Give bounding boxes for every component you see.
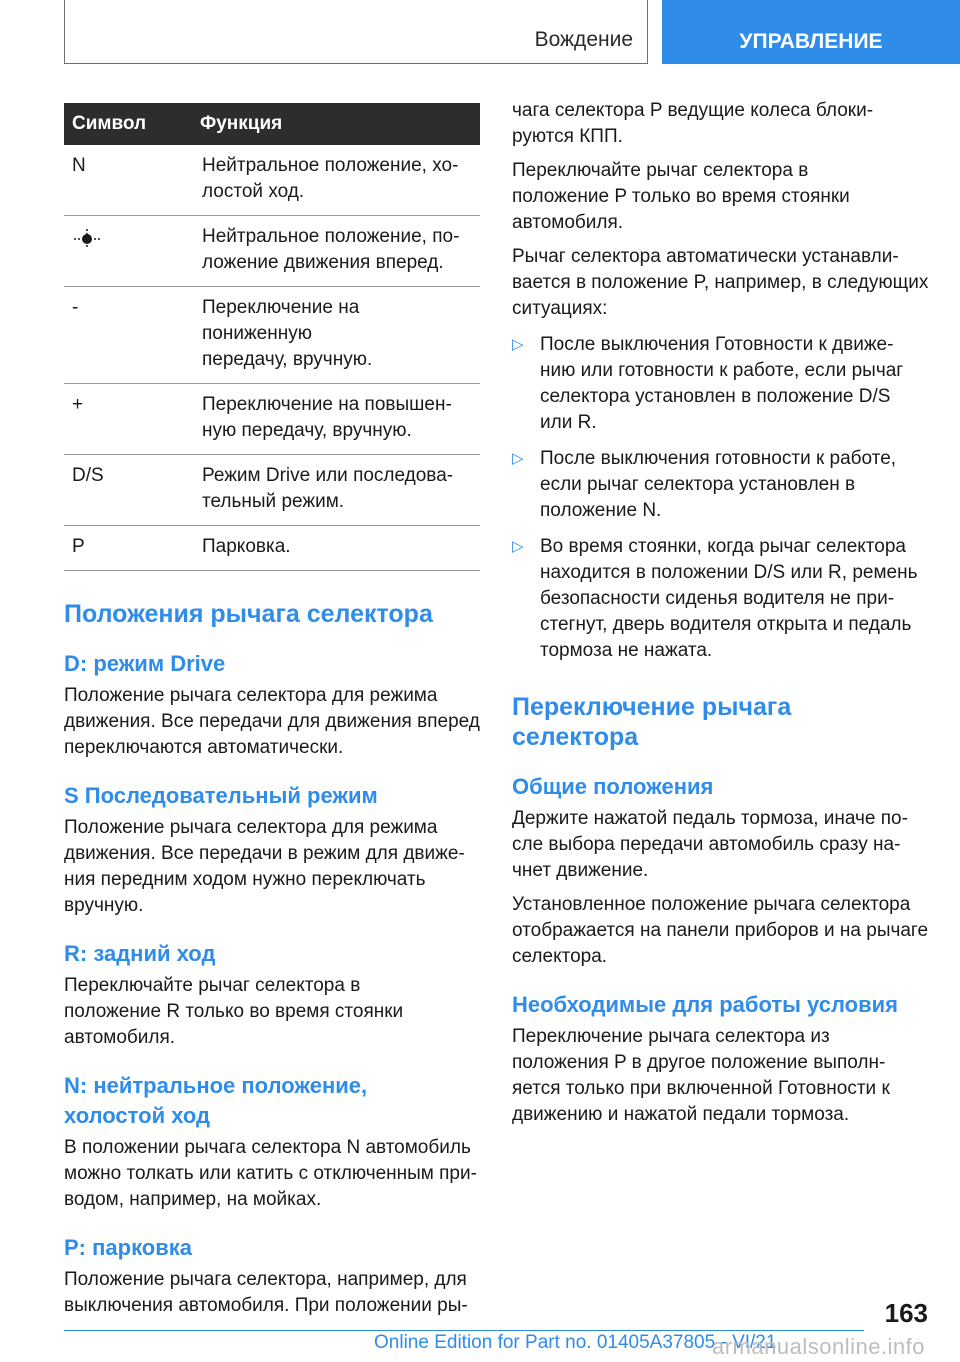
table-cell-symbol: D/S bbox=[64, 455, 192, 526]
table-header-function: Функция bbox=[192, 103, 480, 145]
table-cell-function: Нейтральное положение, по- ложение движения вперед. bbox=[192, 216, 480, 287]
heading-selector-positions: Положения рычага селектора bbox=[64, 600, 433, 628]
table-cell-function: Парковка. bbox=[192, 526, 480, 571]
page-number: 163 bbox=[884, 1298, 928, 1328]
table-cell-symbol bbox=[64, 216, 192, 287]
section-title: Вождение bbox=[534, 28, 633, 51]
text-neutral: В положении рычага селектора N автомобиль можно толкать или катить с отключенным при- водом, например, на мойках. bbox=[64, 1137, 477, 1210]
table-row bbox=[64, 145, 480, 216]
table-cell-symbol: + bbox=[64, 384, 192, 455]
table-row bbox=[64, 287, 480, 384]
text-conditions: Переключение рычага селектора из положения P в другое положение выполн- яется только при включенной Готовности к движению и нажатой педали тормоза. bbox=[512, 1026, 890, 1125]
auto-park-list bbox=[512, 332, 932, 664]
list-item bbox=[512, 446, 932, 524]
text-general-2: Установленное положение рычага селектора отображается на панели приборов и на рычаге селектора. bbox=[512, 894, 929, 967]
triangle-bullet-icon: ▷ bbox=[512, 336, 524, 353]
table-cell-function: Переключение на повышен- ную передачу, вручную. bbox=[192, 384, 480, 455]
text-park-continued: чага селектора P ведущие колеса блоки- руются КПП. bbox=[512, 100, 874, 147]
text-reverse: Переключайте рычаг селектора в положение R только во время стоянки автомобиля. bbox=[64, 975, 404, 1048]
heading-neutral: N: нейтральное положение, холостой ход bbox=[64, 1073, 368, 1128]
table-row bbox=[64, 526, 480, 571]
chapter-tab[interactable]: УПРАВЛЕНИЕ bbox=[662, 0, 960, 64]
text-park: Положение рычага селектора, например, для выключения автомобиля. При положении ры- bbox=[64, 1269, 468, 1316]
list-item-text: Во время стоянки, когда рычаг селектора находится в положении D/S или R, ремень безопасности сиденья водителя не при- стегнут, дверь водителя открыта и педаль тормоза не нажата. bbox=[540, 536, 918, 661]
text-sequential: Положение рычага селектора для режима движения. Все передачи в режим для движе- ния передним ходом нужно переключать вручную. bbox=[64, 817, 465, 916]
table-cell-function: Переключение на пониженную передачу, вручную. bbox=[192, 287, 480, 384]
table-cell-symbol: - bbox=[64, 287, 192, 384]
heading-sequential: S Последовательный режим bbox=[64, 783, 378, 808]
table-cell-function: Нейтральное положение, хо- лостой ход. bbox=[192, 145, 480, 216]
symbol-table bbox=[64, 103, 480, 571]
footer-rule bbox=[64, 1330, 864, 1331]
table-header-row bbox=[64, 103, 480, 145]
watermark: armanualsonline.info bbox=[712, 1334, 926, 1359]
list-item bbox=[512, 332, 932, 436]
table-row bbox=[64, 384, 480, 455]
heading-park: P: парковка bbox=[64, 1235, 193, 1260]
header-frame bbox=[64, 0, 648, 64]
heading-conditions: Необходимые для работы условия bbox=[512, 992, 898, 1017]
heading-selector-switching: Переключение рычага селектора bbox=[512, 693, 792, 751]
selector-position-icon bbox=[72, 228, 102, 250]
heading-general: Общие положения bbox=[512, 774, 714, 799]
footer-edition: Online Edition for Part no. 01405A37805 - VI/21 bbox=[374, 1332, 777, 1353]
list-item bbox=[512, 534, 932, 664]
table-row bbox=[64, 455, 480, 526]
triangle-bullet-icon: ▷ bbox=[512, 538, 524, 555]
text-general-1: Держите нажатой педаль тормоза, иначе по- сле выбора передачи автомобиль сразу на- чнет движение. bbox=[512, 808, 908, 881]
table-cell-symbol: P bbox=[64, 526, 192, 571]
table-row bbox=[64, 216, 480, 287]
triangle-bullet-icon: ▷ bbox=[512, 450, 524, 467]
table-cell-symbol: N bbox=[64, 145, 192, 216]
heading-reverse: R: задний ход bbox=[64, 941, 216, 966]
text-park-only: Переключайте рычаг селектора в положение P только во время стоянки автомобиля. bbox=[512, 160, 850, 233]
list-item-text: После выключения готовности к работе, если рычаг селектора установлен в положение N. bbox=[540, 448, 897, 521]
table-cell-function: Режим Drive или последова- тельный режим. bbox=[192, 455, 480, 526]
right-column bbox=[512, 98, 932, 1128]
text-drive: Положение рычага селектора для режима движения. Все передачи для движения вперед переключаются автоматически. bbox=[64, 685, 480, 758]
heading-drive: D: режим Drive bbox=[64, 651, 226, 676]
left-column bbox=[64, 103, 480, 1319]
text-auto-park: Рычаг селектора автоматически устанавли- вается в положение P, например, в следующих ситуациях: bbox=[512, 246, 929, 319]
list-item-text: После выключения Готовности к движе- нию или готовности к работе, если рычаг селектора установлен в положение D/S или R. bbox=[540, 334, 904, 433]
table-header-symbol: Символ bbox=[64, 103, 192, 145]
